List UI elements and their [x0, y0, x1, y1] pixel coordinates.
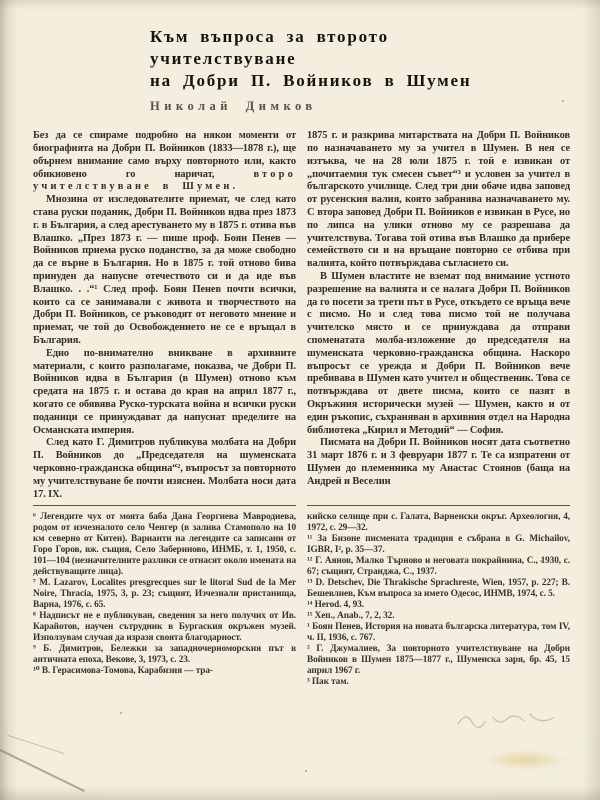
page-crease [0, 742, 85, 792]
paper-speck [562, 100, 564, 102]
paper-speck [120, 712, 122, 714]
footnote: ¹⁵ Хеп., Anab., 7, 2, 32. [307, 611, 395, 622]
footnote-divider [307, 505, 570, 506]
footnote: ¹ Боян Пенев, История на новата българска литература, том IV, ч. II, 1936, с. 767. [307, 622, 570, 644]
paper-speck [305, 770, 307, 772]
footnote: ¹¹ За Бизоне писмената традиция е събрана в G. Michailov, IGBR, I², p. 35—37. [307, 534, 570, 556]
right-column-body [307, 130, 570, 498]
footnote: ³ Пак там. [307, 677, 349, 688]
left-footnotes [33, 512, 296, 677]
footnote: ² Г. Джумалиев, За повторното учителствуване на Добри Войников в Шумен 1875—1877 г., Шуменска заря, бр. 45, 15 април 1967 г. [307, 644, 570, 677]
paragraph: След като Г. Димитров публикува молбата на Добри П. Войников до „Председателя на шуменската черковно-гражданска община“², въпросът за повторното му учителствуване бе почти изяснен. Молбата носи дата 17. IX. [33, 437, 296, 499]
paragraph: Едно по-внимателно вникване в архивните материали, с които разполагаме, показва, че Добри П. Войников идва в България (в Шумен) отново към средата на 1875 г. и остава до края на април 1877 г., когато се обявява Руско-турската война и всички руски поданици се принуждават да напуснат пределите на Османската империя. [33, 347, 296, 436]
footnote: ⁹ Б. Димитров, Бележки за западночерноморския път в античната епоха, Векове, 3, 1973, с. 23. [33, 644, 296, 666]
emphasized-text: второ учителствуване в Шумен. [33, 168, 296, 193]
right-footnotes [307, 512, 570, 688]
left-column [33, 130, 296, 688]
footnote: ¹⁴ Herod. 4, 93. [307, 600, 365, 611]
paragraph [33, 130, 296, 194]
footnote-divider [33, 505, 296, 506]
handwriting-mark [452, 704, 572, 743]
author-name: Николай Димков [150, 99, 317, 114]
paper-speck [540, 560, 542, 562]
article-header [0, 0, 600, 114]
footnote: ¹² Г. Аянов, Малко Търново и неговата покрайнина, С., 1930, с. 67; същият, Странджа, С., 1937. [307, 556, 570, 578]
footnote: ⁸ Надписът не е публикуван, сведения за него получих от Ив. Карайотов, научен сътрудник в Бургаския окръжен музей. Използувам случая да изразя своята благодарност. [33, 611, 296, 644]
right-column [307, 130, 570, 688]
article-title-line-2: учителствуване [150, 49, 297, 69]
paper-stain [468, 746, 584, 774]
paragraph: В Шумен властите не вземат под внимание устното разрешение на валията и се налага Добри П. Войников да го посети за трети път в Русе, откъдето се връща вече с писмо. Но и след това писмо той не получава учителско място и се принуждава да отправи споменатата молба-изложение до председателя на шуменската черковно-гражданска община. Наскоро въпросът се урежда и Добри П. Войников вече пребивава в Шумен като учител и общественик. Това се потвърждава от двете писма, които се пазят в Окръжния исторически музей — Шумен, както и от един ръкопис, съхраняван в архивния отдел на Народна библиотека „Кирил и Методий“ — София. [307, 271, 570, 436]
paragraph: Писмата на Добри П. Войников носят дата съответно 31 март 1876 г. и 3 февруари 1877 г. Те са изпратени от Шумен до племенника му Анастас Стоянов (баща на Андрей и Веселин [307, 437, 570, 487]
two-column-body [0, 114, 600, 688]
page-crease [7, 735, 64, 754]
left-column-body [33, 130, 296, 498]
footnote: ⁷ М. Lazarov, Localites presgrecques sur le litoral Sud de la Mer Noire, Thracia, 1975, 3, p. 23; същият, Изчезнали пристанища, Варна, 1976, с. 65. [33, 578, 296, 611]
footnote: ¹⁰ В. Герасимова-Томова, Карабизия — тра- [33, 666, 213, 677]
footnote: ¹³ D. Detschev, Die Thrakische Sprachreste, Wien, 1957, p. 227; В. Бешевлиев, Към въпроса за името Одесос, ИНМВ, 1974, с. 5. [307, 578, 570, 600]
footnote: ⁶ Легендите чух от моята баба Дана Георгиева Мавродиева, родом от изчезналото село Ченгер (в залива Стамополо на 10 км северно от Китен). Варианти на легендите са записани от Горо Горов, вж. същия, Село Забериново, ИНМБ, т. 1, 1950, с. 101—104 (незначителните разлики се отнасят около имената на действуващите лица). [33, 512, 296, 578]
paragraph: 1875 г. и разкрива митарствата на Добри П. Войников по назначаването му за учител в Шумен. В нея се изтъква, че на 28 юли 1875 г. той е извикан от „почитаемия тук смесен съвет“³ и условен за учител в българското училище. След три дни обаче идва заповед от русенския валия, която забранява назначаването му. С втора заповед Добри П. Войников е извикан в Русе, но по липса на улики отново му се разрешава да учителствува. Тогава той отива във Влашко да прибере семейството си и на връщане повторно се отбива при валията, който потвърждава съгласието си. [307, 130, 570, 270]
footnote-continuation: кийско селище при с. Галата, Варненски окръг. Археология, 4, 1972, с. 29—32. [307, 512, 570, 534]
article-title-line-3: на Добри П. Войников в Шумен [150, 71, 472, 91]
paragraph-text: Без да се спираме подробно на някои моменти от биографията на Добри П. Войников (1833—1878 г.), ще обърнем внимание само върху повторното или, както обикновено го наричат, [33, 130, 296, 180]
paragraph: Мнозина от изследователите приемат, че след като става руски поданик, Добри П. Войников идва през 1873 г. в България, а след арестуването му в 1875 г. отива във Влашко. „През 1873 г. — пише проф. Боян Пенев — Войников приема руско поданство, за да може свободно да се върне в България. Но в 1875 г. той отново бива принуден да напусне отечеството си и да иде във Влашко. . .“¹ След проф. Боян Пенев почти всички, които са се занимавали с живота и творчеството на Добри П. Войников, се ръководят от неговото мнение и приемат, че той до Освобождението не се е връщал в България. [33, 194, 296, 347]
article-title-line-1: Към въпроса за второто [150, 27, 389, 46]
